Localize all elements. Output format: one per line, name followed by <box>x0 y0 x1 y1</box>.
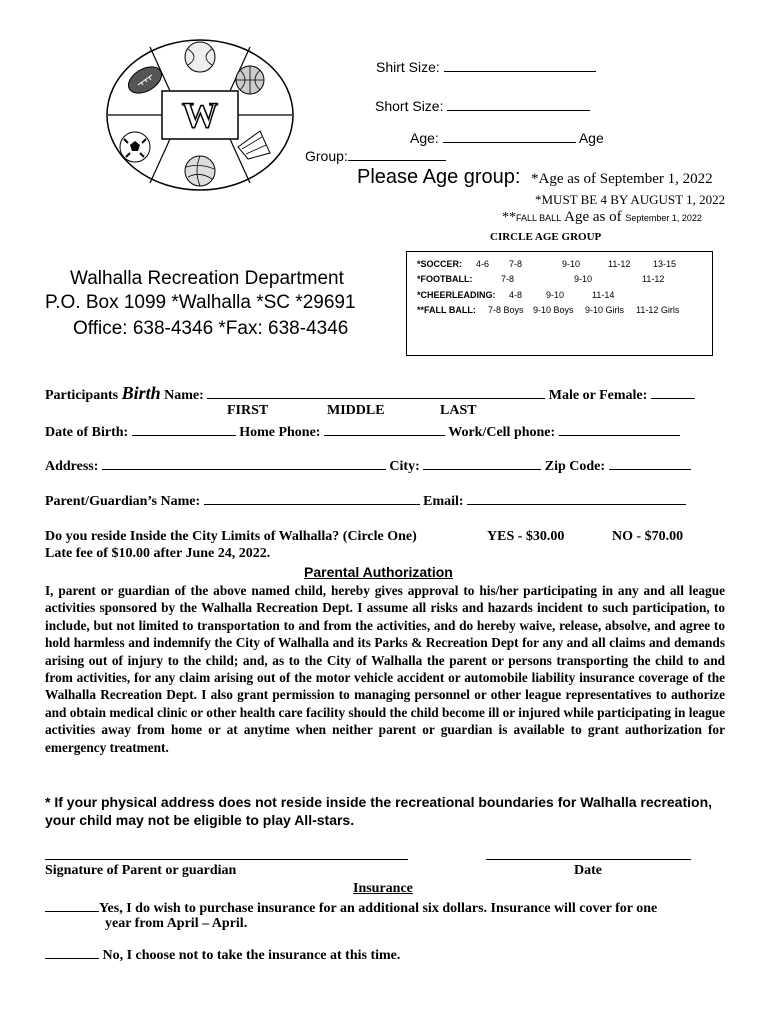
fall-ball-label: **FALL BALL: <box>417 305 476 315</box>
age-as-of: *Age as of September 1, 2022 <box>531 171 713 187</box>
department-phones: Office: 638-4346 *Fax: 638-4346 <box>73 318 349 339</box>
age-group-box <box>406 251 713 356</box>
cheerleading-label: *CHEERLEADING: <box>417 290 496 300</box>
fall-ball-prefix: ** <box>502 210 516 225</box>
age-line[interactable] <box>443 130 576 143</box>
fall-ball-age <box>502 208 702 226</box>
age-option[interactable]: 9-10 <box>574 274 593 284</box>
insurance-heading: Insurance <box>353 881 413 896</box>
age-option[interactable]: 11-12 <box>642 274 665 284</box>
work-cell-label: Work/Cell phone: <box>448 425 556 440</box>
participants-label: Participants <box>45 388 122 403</box>
group-label: Group: <box>305 148 348 164</box>
yes-fee-option[interactable]: YES - $30.00 <box>487 529 565 544</box>
circle-age-group: CIRCLE AGE GROUP <box>490 231 602 243</box>
department-address: P.O. Box 1099 *Walhalla *SC *29691 <box>45 292 356 313</box>
zip-label: Zip Code: <box>544 459 606 474</box>
short-size-label: Short Size: <box>375 98 444 114</box>
work-cell-line[interactable] <box>559 423 680 436</box>
age-option[interactable]: 7-8 <box>501 274 515 284</box>
insurance-yes-cont: year from April – April. <box>105 916 248 931</box>
dob-line[interactable] <box>132 423 236 436</box>
age-option[interactable]: 4-8 <box>509 290 523 300</box>
participant-name-line[interactable] <box>207 386 545 399</box>
short-size-line[interactable] <box>447 98 590 111</box>
insurance-no-row <box>45 946 400 964</box>
signature-line[interactable] <box>45 859 408 860</box>
name-middle-caption: MIDDLE <box>327 403 385 418</box>
email-label: Email: <box>423 494 464 509</box>
city-line[interactable] <box>423 457 541 470</box>
name-first-caption: FIRST <box>227 403 269 418</box>
recreation-logo <box>100 35 300 195</box>
must-be-4: *MUST BE 4 BY AUGUST 1, 2022 <box>535 192 726 207</box>
gender-line[interactable] <box>651 386 695 399</box>
parent-email-row <box>45 492 686 510</box>
group-field[interactable] <box>305 148 446 164</box>
insurance-yes-row <box>45 899 657 917</box>
insurance-no-text: No, I choose not to take the insurance at this time. <box>99 948 401 963</box>
shirt-size-label: Shirt Size: <box>376 59 440 75</box>
late-fee: Late fee of $10.00 after June 24, 2022. <box>45 546 271 561</box>
authorization-heading: Parental Authorization <box>304 564 453 580</box>
participant-name-row <box>45 383 695 404</box>
address-row <box>45 457 691 475</box>
baseball-icon <box>185 42 215 72</box>
all-stars-notice: * If your physical address does not reside inside the recreational boundaries for Walhalla recreation, your child may not be eligible to play All-stars. <box>45 794 713 828</box>
age-option[interactable]: 9-10 Girls <box>585 305 625 315</box>
date-line[interactable] <box>486 859 691 860</box>
shirt-size-field[interactable] <box>376 59 596 75</box>
age-option[interactable]: 11-12 <box>608 259 631 269</box>
logo-letter: W <box>182 95 218 135</box>
city-label: City: <box>389 459 420 474</box>
insurance-yes-line[interactable] <box>45 899 99 912</box>
age-label: Age: <box>410 130 439 146</box>
insurance-no-line[interactable] <box>45 946 99 959</box>
age-option[interactable]: 13-15 <box>653 259 677 269</box>
age-option[interactable]: 11-12 Girls <box>636 305 680 315</box>
email-line[interactable] <box>467 492 686 505</box>
name-label: Name: <box>160 388 204 403</box>
age-option[interactable]: 9-10 Boys <box>533 305 574 315</box>
fall-ball-date: September 1, 2022 <box>625 213 702 223</box>
date-label: Date <box>574 863 602 878</box>
no-fee-option[interactable]: NO - $70.00 <box>612 529 684 544</box>
gender-label: Male or Female: <box>548 388 648 403</box>
zip-line[interactable] <box>609 457 691 470</box>
address-label: Address: <box>45 459 99 474</box>
basketball-icon <box>236 66 264 94</box>
age-option[interactable]: 7-8 Boys <box>488 305 524 315</box>
dob-phone-row <box>45 423 680 441</box>
age-option[interactable]: 7-8 <box>509 259 523 269</box>
reside-question: Do you reside Inside the City Limits of Walhalla? (Circle One) <box>45 529 417 544</box>
shirt-size-line[interactable] <box>444 59 596 72</box>
birth-label: Birth <box>121 383 161 403</box>
soccer-ball-icon <box>120 132 150 162</box>
name-last-caption: LAST <box>440 403 477 418</box>
parent-name-label: Parent/Guardian’s Name: <box>45 494 201 509</box>
home-phone-line[interactable] <box>324 423 445 436</box>
department-name: Walhalla Recreation Department <box>70 268 344 289</box>
parent-name-line[interactable] <box>204 492 420 505</box>
age-option[interactable]: 9-10 <box>562 259 581 269</box>
insurance-yes-text: Yes, I do wish to purchase insurance for an additional six dollars. Insurance will cover for one <box>99 901 658 916</box>
age-option[interactable]: 9-10 <box>546 290 565 300</box>
age-suffix: Age <box>578 130 604 146</box>
signature-label: Signature of Parent or guardian <box>45 863 237 878</box>
authorization-body: I, parent or guardian of the above named child, hereby gives approval to his/her participating in any and all league activities sponsored by the Walhalla Recreation Dept. I assume all risks and hazards incident to such participation, to include, but not limited to transportation to and from the activities, and do hereby waive, release, absolve, and agree to hold harmless and indemnify the City of Walhalla and its Parks & Recreation Dept for any and all claims and demands arising out of injury to the child; and, as to the City of Walhalla the parent or persons transporting the child to and from activities, for any claim arising out of the motor vehicle accident or automobile liability insurance coverage of the Walhalla Recreation Dept. I also grant permission to managing personnel or other league representatives to authorize and obtain medical clinic or other health care facility should the child become ill or injured while participating in league activities away from home or at anytime when neither parent or guardian is available to grant authorization for emergency treatment. <box>45 583 725 755</box>
address-line[interactable] <box>102 457 386 470</box>
home-phone-label: Home Phone: <box>239 425 321 440</box>
soccer-label: *SOCCER: <box>417 259 463 269</box>
volleyball-icon <box>185 156 215 186</box>
dob-label: Date of Birth: <box>45 425 129 440</box>
age-field[interactable] <box>410 130 604 146</box>
fall-ball-mid: Age as of <box>561 209 626 225</box>
fall-ball-small: FALL BALL <box>516 213 562 223</box>
age-option[interactable]: 11-14 <box>592 290 615 300</box>
group-line[interactable] <box>348 148 446 161</box>
age-option[interactable]: 4-6 <box>476 259 490 269</box>
football-label: *FOOTBALL: <box>417 274 473 284</box>
please-age-group: Please Age group: <box>357 166 521 188</box>
short-size-field[interactable] <box>375 98 590 114</box>
